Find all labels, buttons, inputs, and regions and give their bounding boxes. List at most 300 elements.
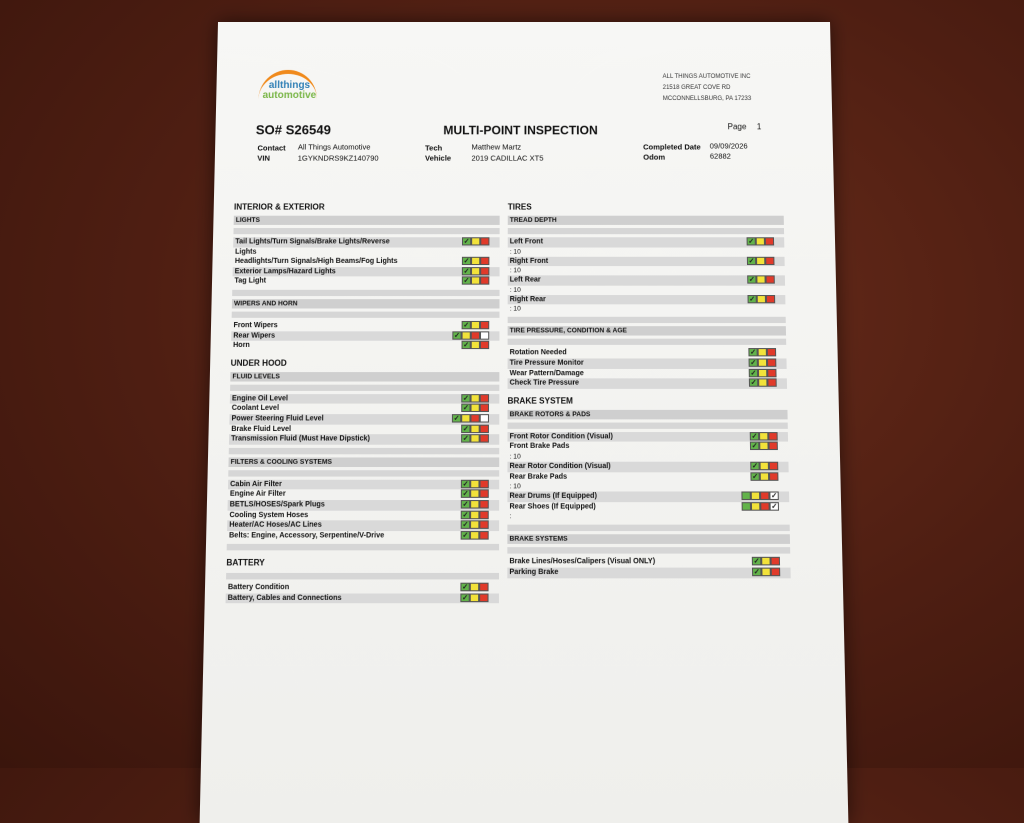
status-good-box xyxy=(750,462,759,470)
inspection-item xyxy=(226,593,499,603)
status-good-box xyxy=(747,237,756,245)
inspection-item-label: Right Rear xyxy=(509,295,546,304)
inspection-item xyxy=(508,348,787,358)
status-caution-box xyxy=(462,331,471,339)
status-good-box xyxy=(748,348,757,356)
page-number: 1 xyxy=(756,122,762,132)
check-icon: ✓ xyxy=(462,480,469,488)
status-fail-box xyxy=(479,500,488,509)
status-indicator xyxy=(461,404,489,413)
status-indicator xyxy=(461,341,489,350)
status-na-box xyxy=(480,414,489,422)
inspection-item xyxy=(507,567,790,577)
status-good-box xyxy=(461,520,470,529)
inspection-item-label: Rear Rotor Condition (Visual) xyxy=(509,462,611,471)
status-indicator xyxy=(460,583,488,593)
status-fail-box xyxy=(767,348,776,356)
status-na-box xyxy=(769,492,778,501)
check-icon: ✓ xyxy=(753,558,760,566)
company-address-line2: MCCONNELLSBURG, PA 17233 xyxy=(662,96,752,103)
status-fail-box xyxy=(771,557,781,566)
tech-value: Matthew Martz xyxy=(471,142,522,152)
inspection-item-label: Power Steering Fluid Level xyxy=(231,415,324,423)
status-fail-box xyxy=(479,531,488,540)
status-caution-box xyxy=(470,479,479,488)
page-label: Page xyxy=(727,122,747,132)
right-column xyxy=(507,195,790,578)
check-icon: ✓ xyxy=(462,425,469,433)
status-good-box xyxy=(461,424,470,432)
status-caution-box xyxy=(756,237,765,245)
status-good-box xyxy=(461,510,470,519)
inspection-item-label: Front Brake Pads xyxy=(509,442,570,451)
status-caution-box xyxy=(758,379,767,387)
status-indicator xyxy=(461,520,489,530)
status-fail-box xyxy=(769,472,778,481)
inspection-item-label: Belts: Engine, Accessory, Serpentine/V-Drive xyxy=(228,531,385,540)
status-good-box xyxy=(452,414,461,422)
contact-label: Contact xyxy=(257,143,286,153)
check-icon: ✓ xyxy=(462,500,469,509)
inspection-item-label: Left Front xyxy=(509,238,543,246)
status-fail-box xyxy=(470,414,479,422)
inspection-item-label: Tail Lights/Turn Signals/Brake Lights/Reverse xyxy=(235,238,390,246)
status-fail-box xyxy=(760,502,769,511)
status-caution-box xyxy=(760,462,769,470)
check-icon: ✓ xyxy=(463,258,470,266)
status-fail-box xyxy=(480,267,489,275)
status-indicator xyxy=(461,500,489,510)
status-caution-box xyxy=(760,472,769,481)
logo-text-top: allthings xyxy=(268,79,311,91)
measurement-value: : 10 xyxy=(509,267,521,275)
check-icon: ✓ xyxy=(749,295,756,304)
check-icon: ✓ xyxy=(750,379,757,387)
inspection-item-label: Engine Air Filter xyxy=(229,490,286,499)
status-caution-box xyxy=(471,394,480,402)
inspection-item-label: Parking Brake xyxy=(509,568,559,577)
inspection-item xyxy=(508,256,785,266)
inspection-item xyxy=(508,295,786,305)
status-caution-box xyxy=(761,567,771,576)
status-good-box xyxy=(749,358,758,366)
inspection-item xyxy=(233,237,499,247)
status-indicator xyxy=(452,331,489,340)
status-caution-box xyxy=(757,295,766,303)
inspection-item-label: Rotation Needed xyxy=(509,349,567,357)
status-good-box xyxy=(462,267,471,275)
separator-bar xyxy=(232,312,500,318)
inspection-item-label: Rear Wipers xyxy=(233,331,276,340)
measurement-value: : 10 xyxy=(509,248,521,256)
inspection-item xyxy=(227,520,499,530)
status-good-box xyxy=(747,276,756,284)
check-icon: ✓ xyxy=(753,568,760,577)
separator-bar xyxy=(226,573,499,579)
inspection-item xyxy=(229,414,499,424)
status-fail-box xyxy=(480,277,489,285)
subsection-heading: TIRE PRESSURE, CONDITION & AGE xyxy=(508,327,786,336)
status-indicator xyxy=(749,379,777,388)
check-icon: ✓ xyxy=(770,492,778,501)
inspection-item-label: Tire Pressure Monitor xyxy=(509,359,584,367)
status-caution-box xyxy=(470,434,479,442)
check-icon: ✓ xyxy=(463,267,470,276)
status-fail-box xyxy=(480,237,489,245)
status-caution-box xyxy=(751,502,760,511)
separator-bar xyxy=(229,448,500,454)
check-icon: ✓ xyxy=(463,277,470,286)
check-icon: ✓ xyxy=(463,341,470,350)
inspection-item xyxy=(507,442,788,452)
status-indicator xyxy=(747,295,775,304)
status-fail-box xyxy=(480,404,489,412)
inspection-item-label: Right Front xyxy=(509,257,549,265)
check-icon: ✓ xyxy=(461,594,469,603)
section-heading: BRAKE SYSTEM xyxy=(507,395,573,406)
status-fail-box xyxy=(768,432,777,440)
section-heading: TIRES xyxy=(507,202,532,212)
inspection-item-label: Front Wipers xyxy=(233,321,278,330)
check-icon: ✓ xyxy=(462,584,469,592)
status-fail-box xyxy=(765,256,774,264)
status-good-box xyxy=(749,368,758,376)
status-good-box xyxy=(462,237,471,245)
inspection-item-label: Brake Lines/Hoses/Calipers (Visual ONLY) xyxy=(509,558,656,566)
inspection-item-label: Battery, Cables and Connections xyxy=(227,594,342,603)
check-icon: ✓ xyxy=(462,531,469,540)
contact-value: All Things Automotive xyxy=(297,142,371,152)
status-fail-box xyxy=(767,358,776,366)
inspection-item-label: Engine Oil Level xyxy=(231,394,289,403)
inspection-item xyxy=(233,247,500,257)
status-caution-box xyxy=(758,358,767,366)
status-fail-box xyxy=(766,276,775,284)
status-indicator xyxy=(749,358,777,367)
status-na-box xyxy=(480,331,489,339)
inspection-item xyxy=(227,531,499,541)
status-na-box xyxy=(770,502,779,511)
measurement-value: : 10 xyxy=(509,453,521,461)
inspection-item-label: Coolant Level xyxy=(231,404,280,413)
vin-label: VIN xyxy=(257,153,271,163)
inspection-item xyxy=(507,432,788,442)
check-icon: ✓ xyxy=(748,238,755,246)
status-good-box xyxy=(461,394,470,402)
status-fail-box xyxy=(767,368,776,376)
inspection-item-label: Cooling System Hoses xyxy=(229,511,309,519)
status-indicator xyxy=(747,256,775,265)
vehicle-value: 2019 CADILLAC XT5 xyxy=(471,153,544,163)
status-good-box xyxy=(452,331,461,339)
status-indicator xyxy=(462,237,489,246)
inspection-item-label: Rear Drums (If Equipped) xyxy=(509,492,597,501)
check-icon: ✓ xyxy=(771,502,778,511)
measurement-value: : 10 xyxy=(509,305,521,314)
company-address xyxy=(663,72,752,105)
subsection-heading: FILTERS & COOLING SYSTEMS xyxy=(228,457,499,467)
status-fail-box xyxy=(479,520,488,529)
inspection-item xyxy=(233,267,500,277)
status-fail-box xyxy=(480,257,489,265)
status-good-box xyxy=(461,479,470,488)
status-indicator xyxy=(747,237,775,246)
measurement-value: : 10 xyxy=(509,483,521,491)
status-fail-box xyxy=(765,237,774,245)
check-icon: ✓ xyxy=(463,321,470,330)
status-indicator xyxy=(461,531,489,541)
inspection-item-label: Battery Condition xyxy=(227,584,290,592)
inspection-item xyxy=(507,492,789,502)
inspection-item xyxy=(507,462,788,472)
status-fail-box xyxy=(471,331,480,339)
vin-value: 1GYKNDRS9KZ140790 xyxy=(297,153,379,163)
status-good-box xyxy=(750,432,759,440)
status-caution-box xyxy=(471,341,480,349)
vehicle-label: Vehicle xyxy=(424,153,452,163)
measurement-value: : xyxy=(509,513,512,521)
inspection-item-label: Rear Brake Pads xyxy=(509,472,568,481)
status-good-box xyxy=(742,502,751,511)
inspection-item xyxy=(507,502,789,512)
status-indicator xyxy=(461,479,489,489)
status-fail-box xyxy=(480,394,489,402)
status-caution-box xyxy=(470,490,479,499)
status-good-box xyxy=(462,341,471,349)
status-indicator xyxy=(752,557,780,567)
inspection-item xyxy=(508,358,787,368)
status-caution-box xyxy=(461,414,470,422)
status-caution-box xyxy=(470,424,479,432)
status-caution-box xyxy=(470,500,479,509)
inspection-item xyxy=(231,321,499,331)
inspection-item-label: Horn xyxy=(233,341,250,350)
status-fail-box xyxy=(480,434,489,442)
status-indicator xyxy=(452,414,489,423)
status-indicator xyxy=(750,462,778,472)
check-icon: ✓ xyxy=(751,432,758,441)
status-indicator xyxy=(750,432,778,442)
status-indicator xyxy=(747,276,775,285)
subsection-heading: FLUID LEVELS xyxy=(230,372,499,381)
check-icon: ✓ xyxy=(462,394,469,403)
status-fail-box xyxy=(480,321,489,329)
inspection-item xyxy=(228,500,500,510)
status-caution-box xyxy=(471,257,480,265)
status-fail-box xyxy=(479,510,488,519)
check-icon: ✓ xyxy=(751,462,759,471)
separator-bar xyxy=(508,422,788,428)
status-good-box xyxy=(462,257,471,265)
check-icon: ✓ xyxy=(751,442,758,451)
status-fail-box xyxy=(479,593,488,602)
inspection-item-label: Headlights/Turn Signals/High Beams/Fog Lights xyxy=(234,258,398,266)
status-indicator xyxy=(462,277,490,286)
status-caution-box xyxy=(471,321,480,329)
status-good-box xyxy=(462,321,471,329)
inspection-item xyxy=(507,472,788,482)
inspection-item-label: Front Rotor Condition (Visual) xyxy=(509,432,613,441)
tech-label: Tech xyxy=(425,143,443,153)
status-indicator xyxy=(741,492,778,502)
status-good-box xyxy=(460,593,469,602)
odom-value: 62882 xyxy=(709,151,731,161)
status-good-box xyxy=(462,277,471,285)
inspection-sheet xyxy=(200,22,849,823)
status-good-box xyxy=(461,434,470,442)
inspection-item xyxy=(229,424,499,434)
check-icon: ✓ xyxy=(748,276,755,284)
status-caution-box xyxy=(470,583,479,592)
status-caution-box xyxy=(471,267,480,275)
status-fail-box xyxy=(479,479,488,488)
check-icon: ✓ xyxy=(749,349,757,357)
inspection-item-label: Exterior Lamps/Hazard Lights xyxy=(234,267,336,276)
check-icon: ✓ xyxy=(462,435,469,443)
status-fail-box xyxy=(769,462,778,470)
status-fail-box xyxy=(479,583,488,592)
completed-date-value: 09/09/2026 xyxy=(709,141,748,151)
check-icon: ✓ xyxy=(750,359,757,367)
inspection-item xyxy=(226,583,499,593)
status-caution-box xyxy=(756,276,765,284)
status-good-box xyxy=(750,472,759,481)
inspection-item xyxy=(230,394,500,404)
subsection-heading: TREAD DEPTH xyxy=(508,216,784,225)
check-icon: ✓ xyxy=(453,415,460,423)
status-indicator xyxy=(461,434,489,444)
separator-bar xyxy=(508,317,786,323)
inspection-item xyxy=(229,434,499,444)
status-good-box xyxy=(741,492,750,501)
status-indicator xyxy=(462,257,490,266)
inspection-item-label: Heater/AC Hoses/AC Lines xyxy=(229,521,322,529)
section-heading: BATTERY xyxy=(226,558,265,568)
inspection-item-label: Check Tire Pressure xyxy=(509,379,580,387)
subsection-heading: BRAKE SYSTEMS xyxy=(507,535,790,545)
status-indicator xyxy=(460,593,488,603)
status-indicator xyxy=(749,368,777,377)
status-caution-box xyxy=(470,404,479,412)
check-icon: ✓ xyxy=(462,490,469,499)
status-good-box xyxy=(460,583,469,592)
inspection-item-label: Transmission Fluid (Must Have Dipstick) xyxy=(231,435,370,443)
inspection-item-label: Left Rear xyxy=(509,276,541,284)
separator-bar xyxy=(507,525,789,531)
inspection-item-label: Wear Pattern/Damage xyxy=(509,369,584,377)
status-indicator xyxy=(462,321,490,330)
status-indicator xyxy=(742,502,779,512)
logo-text-bottom: automotive xyxy=(262,89,317,102)
status-caution-box xyxy=(470,531,479,540)
subsection-heading: BRAKE ROTORS & PADS xyxy=(508,410,788,419)
status-good-box xyxy=(749,379,758,387)
status-caution-box xyxy=(758,368,767,376)
separator-bar xyxy=(228,470,499,476)
section-heading: INTERIOR & EXTERIOR xyxy=(233,202,325,212)
subsection-heading: LIGHTS xyxy=(234,216,500,225)
status-fail-box xyxy=(760,492,769,501)
subsection-heading: WIPERS AND HORN xyxy=(232,299,500,308)
check-icon: ✓ xyxy=(462,521,469,529)
odom-label: Odom xyxy=(643,152,666,162)
status-good-box xyxy=(461,490,470,499)
inspection-item-label: BETLS/HOSES/Spark Plugs xyxy=(229,500,325,509)
service-order-number: SO# S26549 xyxy=(255,122,332,138)
inspection-item xyxy=(230,404,500,414)
status-fail-box xyxy=(480,424,489,432)
status-fail-box xyxy=(771,567,781,576)
inspection-item-label: Cabin Air Filter xyxy=(230,480,282,488)
separator-bar xyxy=(232,290,499,296)
status-caution-box xyxy=(470,593,479,602)
inspection-item-label: Brake Fluid Level xyxy=(231,425,292,433)
measurement-value: : 10 xyxy=(509,286,521,294)
company-address-line1: 21518 GREAT COVE RD xyxy=(662,84,731,91)
status-good-box xyxy=(461,404,470,412)
status-good-box xyxy=(750,442,759,450)
separator-bar xyxy=(227,544,499,550)
status-good-box xyxy=(461,500,470,509)
inspection-item xyxy=(227,510,499,520)
status-caution-box xyxy=(759,442,768,450)
status-good-box xyxy=(752,567,762,576)
status-caution-box xyxy=(470,520,479,529)
status-fail-box xyxy=(766,295,775,303)
status-caution-box xyxy=(471,277,480,285)
inspection-item-label: Tag Light xyxy=(234,277,267,286)
check-icon: ✓ xyxy=(453,331,460,340)
inspection-item xyxy=(508,368,787,378)
status-caution-box xyxy=(759,432,768,440)
check-icon: ✓ xyxy=(750,369,757,377)
company-name: ALL THINGS AUTOMOTIVE INC xyxy=(662,73,751,80)
status-indicator xyxy=(750,442,778,452)
inspection-item-label: Lights xyxy=(235,248,257,256)
status-caution-box xyxy=(751,492,760,501)
status-good-box xyxy=(752,557,762,566)
status-indicator xyxy=(748,348,776,357)
status-fail-box xyxy=(480,341,489,349)
status-indicator xyxy=(461,424,489,434)
status-good-box xyxy=(461,531,470,540)
inspection-item xyxy=(231,331,499,341)
separator-bar xyxy=(508,228,784,234)
status-caution-box xyxy=(470,510,479,519)
inspection-item xyxy=(228,479,499,489)
status-fail-box xyxy=(479,490,488,499)
status-caution-box xyxy=(758,348,767,356)
inspection-item xyxy=(508,237,785,247)
inspection-item xyxy=(508,379,787,389)
status-indicator xyxy=(461,490,489,500)
status-fail-box xyxy=(767,379,776,387)
company-logo xyxy=(254,70,325,110)
status-indicator xyxy=(462,267,490,276)
completed-date-label: Completed Date xyxy=(643,142,701,152)
inspection-item xyxy=(507,557,790,567)
status-good-box xyxy=(747,256,756,264)
separator-bar xyxy=(233,228,499,234)
separator-bar xyxy=(507,547,790,553)
section-heading: UNDER HOOD xyxy=(230,358,287,368)
inspection-item xyxy=(508,276,785,286)
check-icon: ✓ xyxy=(748,257,755,265)
check-icon: ✓ xyxy=(463,238,470,246)
status-caution-box xyxy=(756,256,765,264)
separator-bar xyxy=(230,384,499,390)
check-icon: ✓ xyxy=(462,404,469,413)
